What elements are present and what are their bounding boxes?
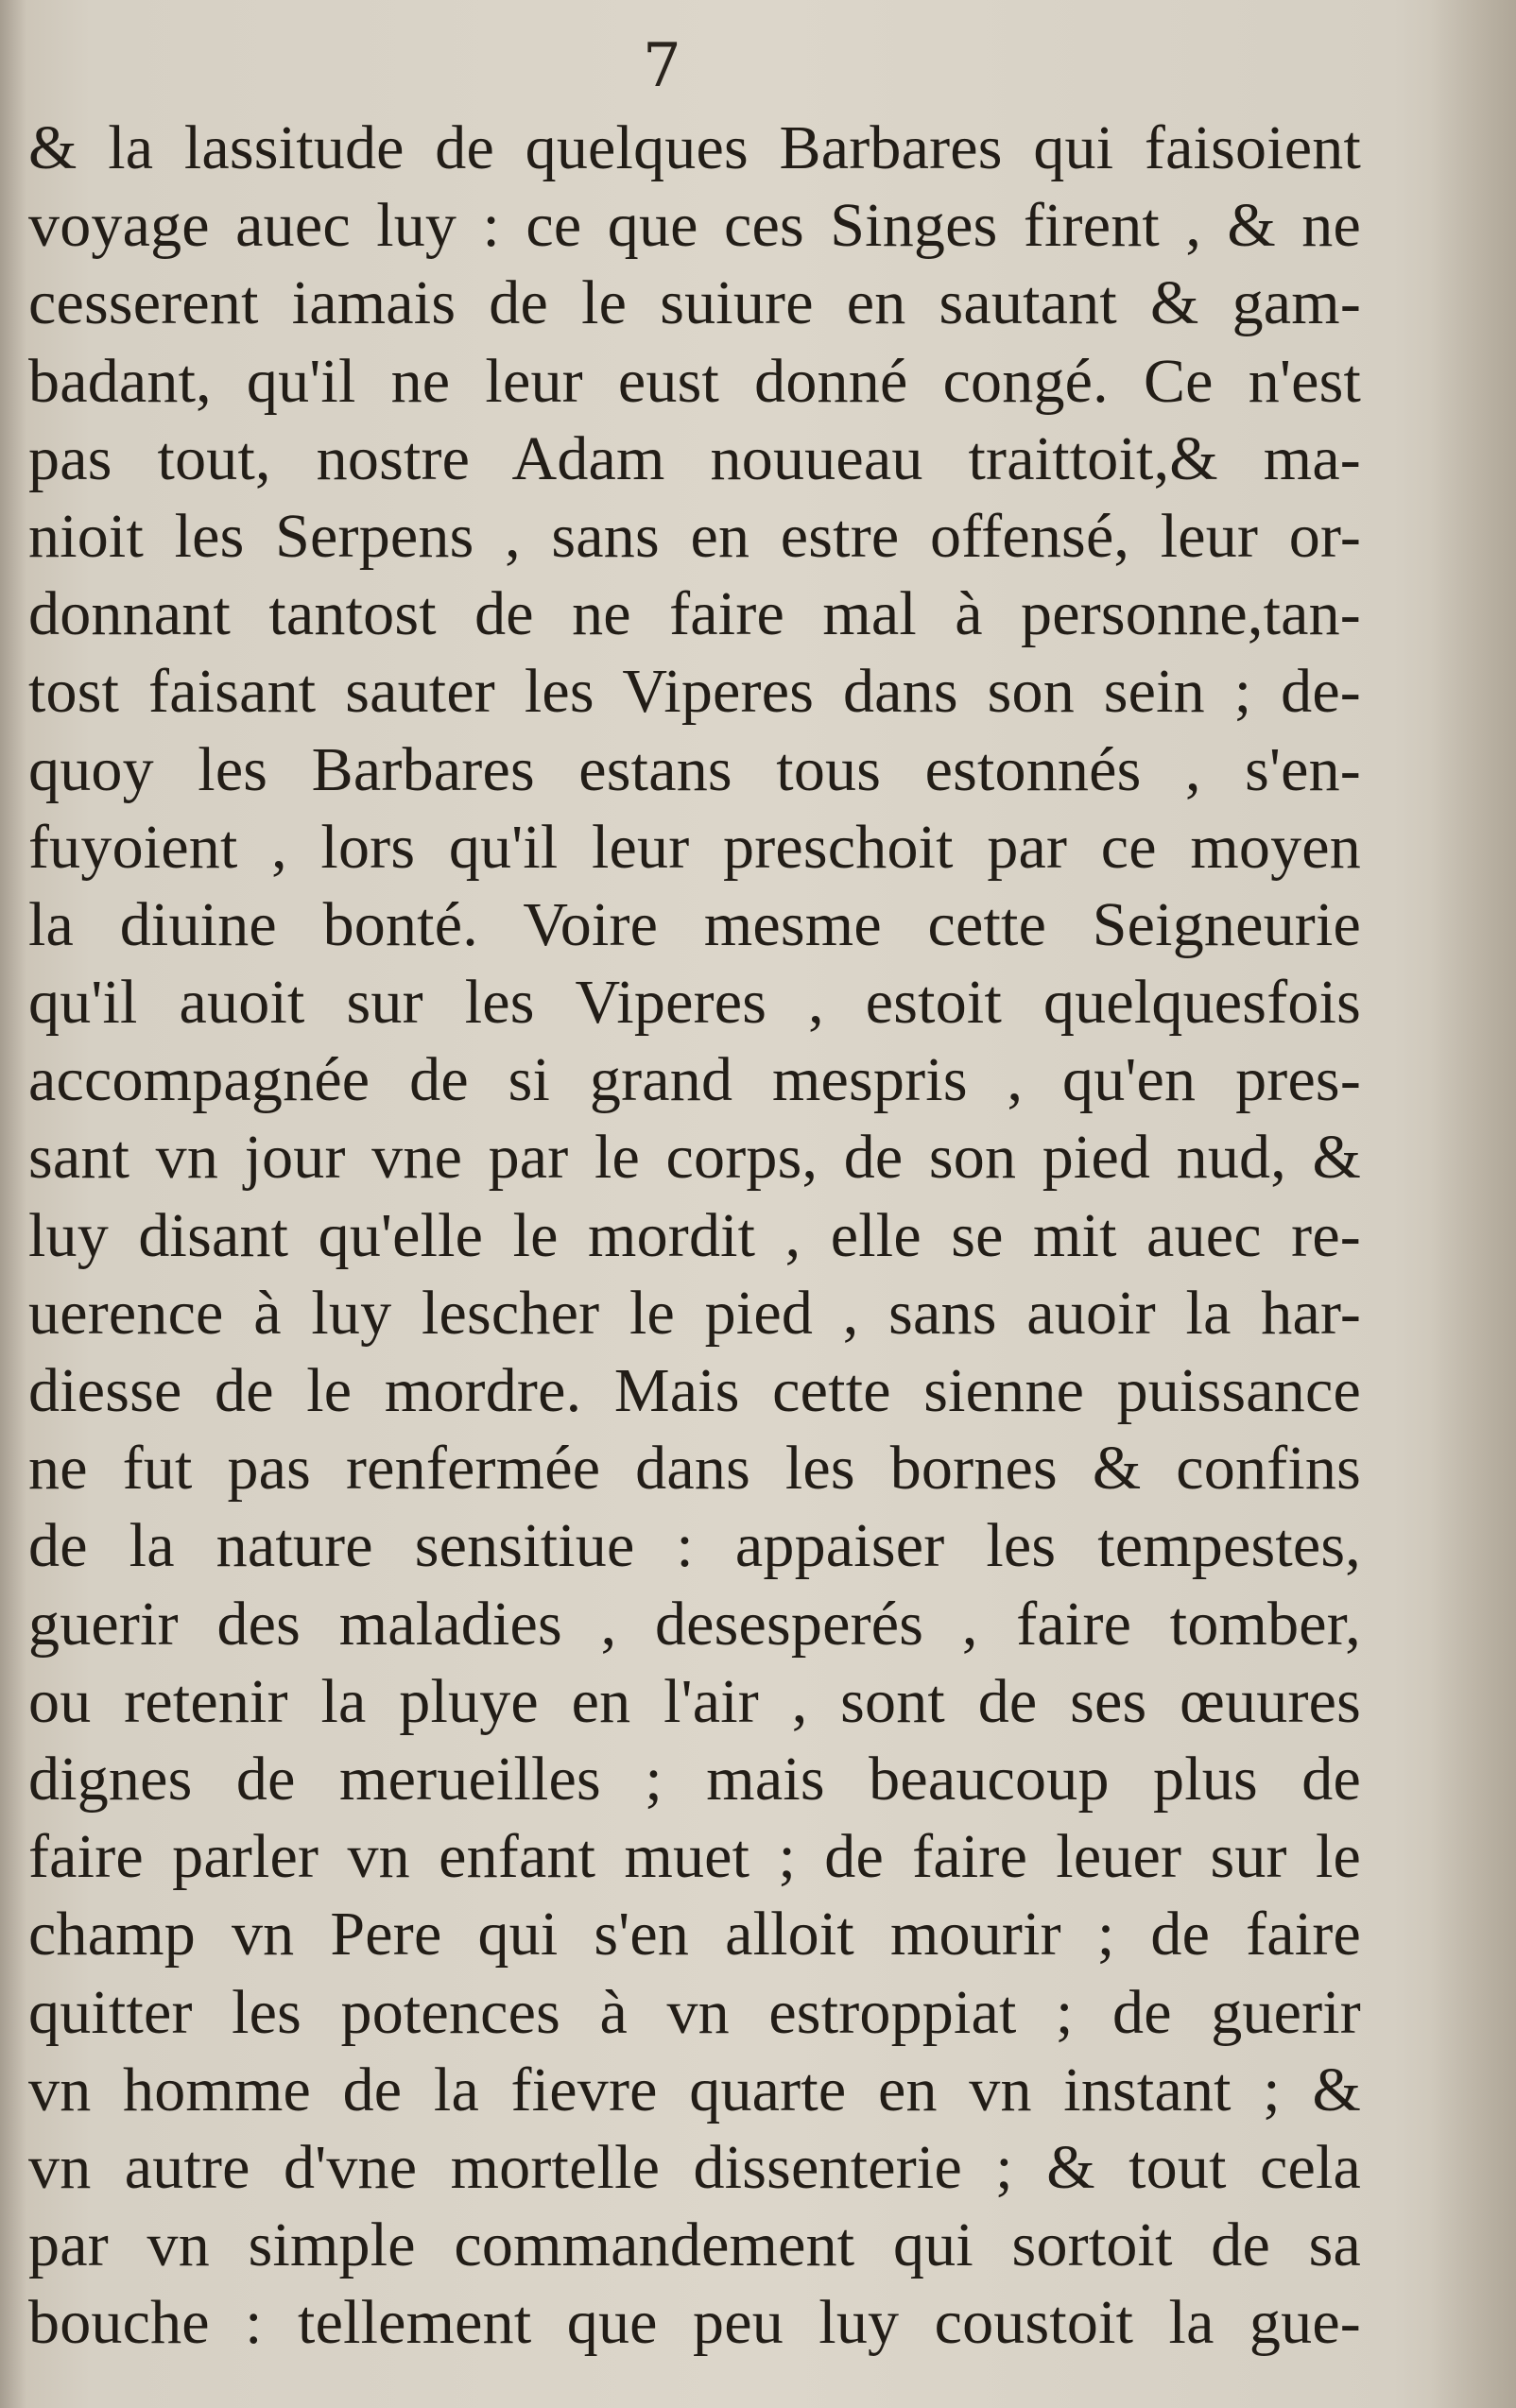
text-line: vn homme de la fievre quarte en vn instant ; & [28, 2055, 1361, 2124]
text-line: par vn simple commandement qui sortoit de sa [28, 2210, 1361, 2280]
text-line: guerir des maladies , desesperés , faire tomber, [28, 1589, 1361, 1659]
text-line: bouche : tellement que peu luy coustoit la gue- [28, 2288, 1361, 2358]
text-line: cesserent iamais de le suiure en sautant & gam- [28, 268, 1361, 338]
text-line: fuyoient , lors qu'il leur preschoit par ce moyen [28, 812, 1361, 882]
body-text [28, 110, 1361, 2362]
text-line: qu'il auoit sur les Viperes , estoit quelquesfois [28, 968, 1361, 1038]
text-line: champ vn Pere qui s'en alloit mourir ; de faire [28, 1900, 1361, 1969]
text-line: ne fut pas renfermée dans les bornes & confins [28, 1434, 1361, 1504]
text-line: vn autre d'vne mortelle dissenterie ; & tout cela [28, 2132, 1361, 2202]
text-line: luy disant qu'elle le mordit , elle se mit auec re- [28, 1200, 1361, 1270]
text-line: sant vn jour vne par le corps, de son pied nud, & [28, 1123, 1361, 1193]
text-line: & la lassitude de quelques Barbares qui faisoient [28, 113, 1361, 182]
text-line: voyage auec luy : ce que ces Singes firent , & ne [28, 191, 1361, 261]
text-line: nioit les Serpens , sans en estre offensé, leur or- [28, 501, 1361, 571]
text-line: badant, qu'il ne leur eust donné congé. Ce n'est [28, 346, 1361, 416]
text-line: uerence à luy lescher le pied , sans auoir la har- [28, 1278, 1361, 1348]
page-number: 7 [643, 31, 681, 101]
gutter-shadow [0, 0, 26, 2408]
text-line: de la nature sensitiue : appaiser les tempestes, [28, 1511, 1361, 1581]
page-edge-shading [1431, 0, 1516, 2408]
text-line: pas tout, nostre Adam nouueau traittoit,& ma- [28, 423, 1361, 493]
text-line: accompagnée de si grand mespris , qu'en pres- [28, 1045, 1361, 1115]
text-line: ou retenir la pluye en l'air , sont de ses œuures [28, 1666, 1361, 1736]
text-line: quitter les potences à vn estroppiat ; de guerir [28, 1977, 1361, 2047]
text-line: la diuine bonté. Voire mesme cette Seigneurie [28, 889, 1361, 959]
text-line: faire parler vn enfant muet ; de faire leuer sur le [28, 1822, 1361, 1892]
text-line: tost faisant sauter les Viperes dans son sein ; de- [28, 657, 1361, 727]
text-line: quoy les Barbares estans tous estonnés , s'en- [28, 734, 1361, 804]
text-line: donnant tantost de ne faire mal à personne,tan- [28, 579, 1361, 649]
text-line: dignes de merueilles ; mais beaucoup plus de [28, 1744, 1361, 1814]
text-line: diesse de le mordre. Mais cette sienne puissance [28, 1356, 1361, 1425]
